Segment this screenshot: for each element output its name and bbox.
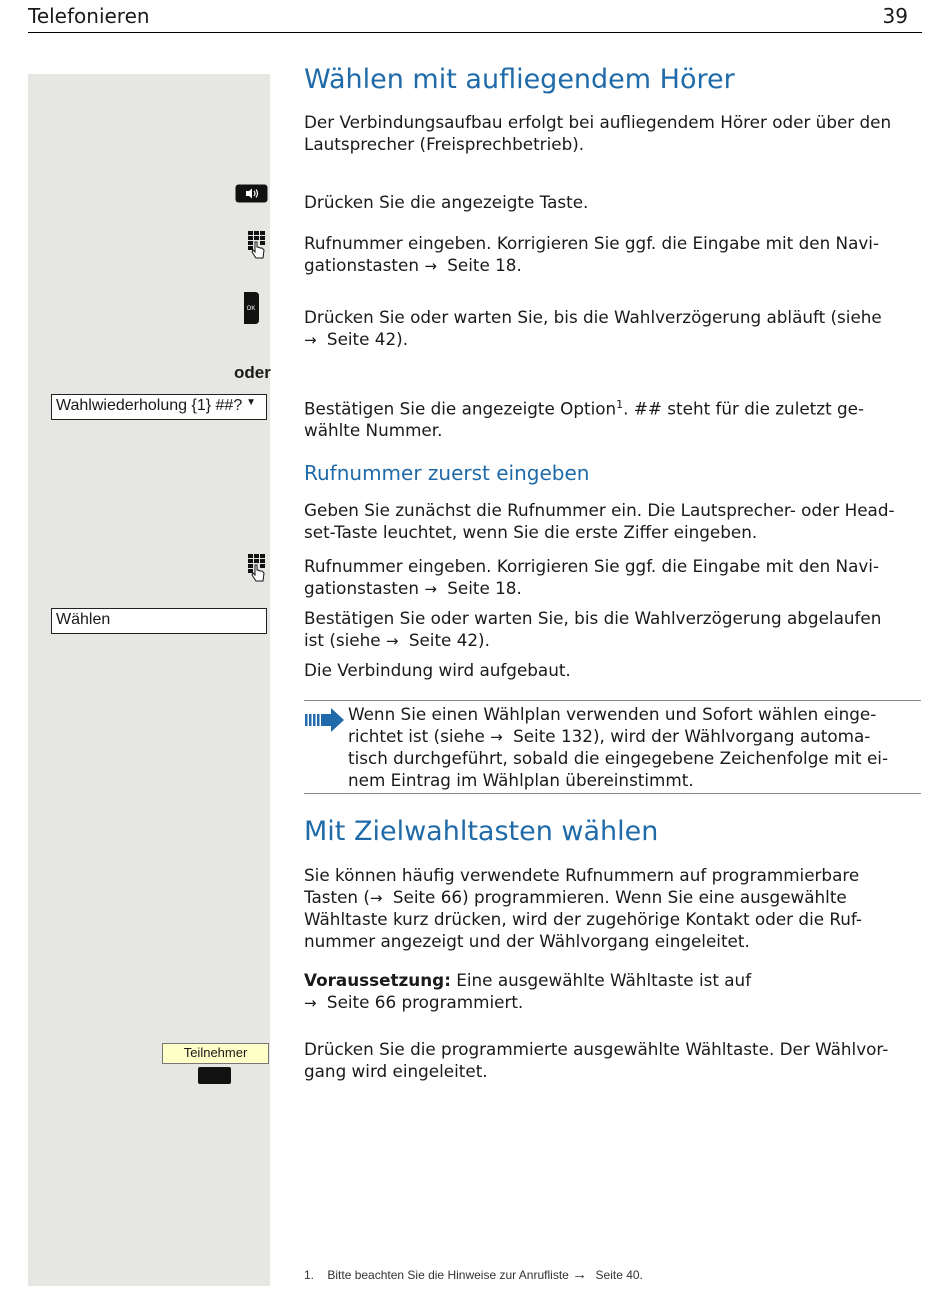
step-text: Drücken Sie die angezeigte Taste. — [304, 192, 589, 212]
icon-sidebar — [28, 74, 270, 1286]
redial-menu-option[interactable] — [51, 394, 267, 420]
page-link[interactable]: Seite 132), wird der Wählvorgang automa- — [513, 725, 871, 746]
paragraph: Der Verbindungsaufbau erfolgt bei aufliegendem Hörer oder über den Lautsprecher (Freisprechbetrieb). — [304, 112, 892, 154]
section-heading: Mit Zielwahltasten wählen — [304, 816, 659, 847]
note-arrow-icon — [304, 707, 346, 737]
footnote-ref: 1 — [616, 398, 624, 411]
step-text: Rufnummer eingeben. Korrigieren Sie ggf. die Eingabe mit den Navi- gationstasten → Seite 18. — [304, 556, 880, 598]
page-link[interactable]: Seite 18. — [447, 254, 522, 275]
note-box — [304, 700, 921, 794]
keypad-icon — [247, 230, 269, 264]
dropdown-arrow-icon: ▼ — [246, 397, 256, 408]
arrow-icon: → — [304, 330, 317, 349]
paragraph: Geben Sie zunächst die Rufnummer ein. Die Lautsprecher- oder Head- set-Taste leuchtet, wenn Sie die erste Ziffer eingeben. — [304, 500, 895, 542]
arrow-icon: → — [385, 631, 399, 650]
arrow-icon: → — [424, 579, 437, 598]
chapter-title: Telefonieren — [28, 4, 150, 28]
page-link[interactable]: Seite 66) programmieren. Wenn Sie eine ausgewählte — [392, 886, 847, 907]
page-link[interactable]: Seite 42). — [408, 629, 490, 650]
keypad-icon — [247, 553, 269, 587]
speed-dial-key[interactable] — [198, 1067, 231, 1084]
page-link[interactable]: Seite 18. — [447, 577, 522, 598]
step-text: Bestätigen Sie die angezeigte Option$^1$. ## steht für die zuletzt ge- wählte Nummer. — [304, 398, 865, 441]
alternative-label: oder — [234, 363, 271, 382]
arrow-icon: → — [424, 256, 437, 275]
dial-menu-option[interactable] — [51, 608, 267, 634]
speaker-key-icon — [235, 184, 268, 207]
arrow-icon: → — [490, 727, 503, 746]
step-text: Rufnummer eingeben. Korrigieren Sie ggf. die Eingabe mit den Navi- gationstasten → Seite 18. — [304, 233, 880, 275]
menu-option-label: Wahlwiederholung {1} ##? — [56, 397, 243, 414]
arrow-icon: → — [572, 1266, 588, 1283]
menu-option-label: Wählen — [56, 611, 111, 628]
subsection-heading: Rufnummer zuerst eingeben — [304, 461, 590, 485]
note-text: Wenn Sie einen Wählplan verwenden und Sofort wählen einge- richtet ist (siehe → Seite 132), wird der Wählvorgang automa- tisch durchgeführt, sobald die eingegebene Zeichenfolge mit ei- nem Eintrag im Wählplan übereinstimmt. — [348, 704, 888, 790]
softkey-label: Teilnehmer — [162, 1043, 269, 1064]
result-text: Die Verbindung wird aufgebaut. — [304, 660, 571, 680]
prerequisite-label: Voraussetzung: — [304, 970, 451, 990]
arrow-icon: → — [304, 993, 317, 1012]
step-text: Drücken Sie die programmierte ausgewählte Wähltaste. Der Wählvor- gang wird eingeleitet. — [304, 1039, 889, 1081]
arrow-icon: → — [369, 888, 383, 907]
prerequisite: Voraussetzung: Eine ausgewählte Wähltaste ist auf → Seite 66 programmiert. — [304, 970, 752, 1012]
footnote — [304, 1266, 643, 1283]
step-text: Bestätigen Sie oder warten Sie, bis die Wahlverzögerung abgelaufen ist (siehe → Seite 42). — [304, 608, 882, 650]
svg-text:OK: OK — [246, 306, 256, 312]
footnote-number: 1. — [304, 1268, 315, 1282]
page-link[interactable]: Seite 66 programmiert. — [326, 991, 524, 1012]
page-header — [28, 4, 922, 33]
footnote-text: Bitte beachten Sie die Hinweise zur Anrufliste — [327, 1268, 569, 1282]
page-link[interactable]: Seite 40. — [595, 1268, 643, 1282]
page-link[interactable]: Seite 42). — [326, 328, 409, 349]
ok-key-icon — [243, 291, 260, 329]
section-heading: Wählen mit aufliegendem Hörer — [304, 64, 735, 95]
paragraph: Sie können häufig verwendete Rufnummern auf programmierbare Tasten (→ Seite 66) programmieren. Wenn Sie eine ausgewählte Wähltaste kurz drücken, wird der zugehörige Kontakt oder die Ruf- nummer angezeigt und der Wählvorgang eingeleitet. — [304, 865, 862, 951]
page-number: 39 — [882, 4, 908, 28]
step-text: Drücken Sie oder warten Sie, bis die Wahlverzögerung abläuft (siehe → Seite 42). — [304, 307, 882, 349]
